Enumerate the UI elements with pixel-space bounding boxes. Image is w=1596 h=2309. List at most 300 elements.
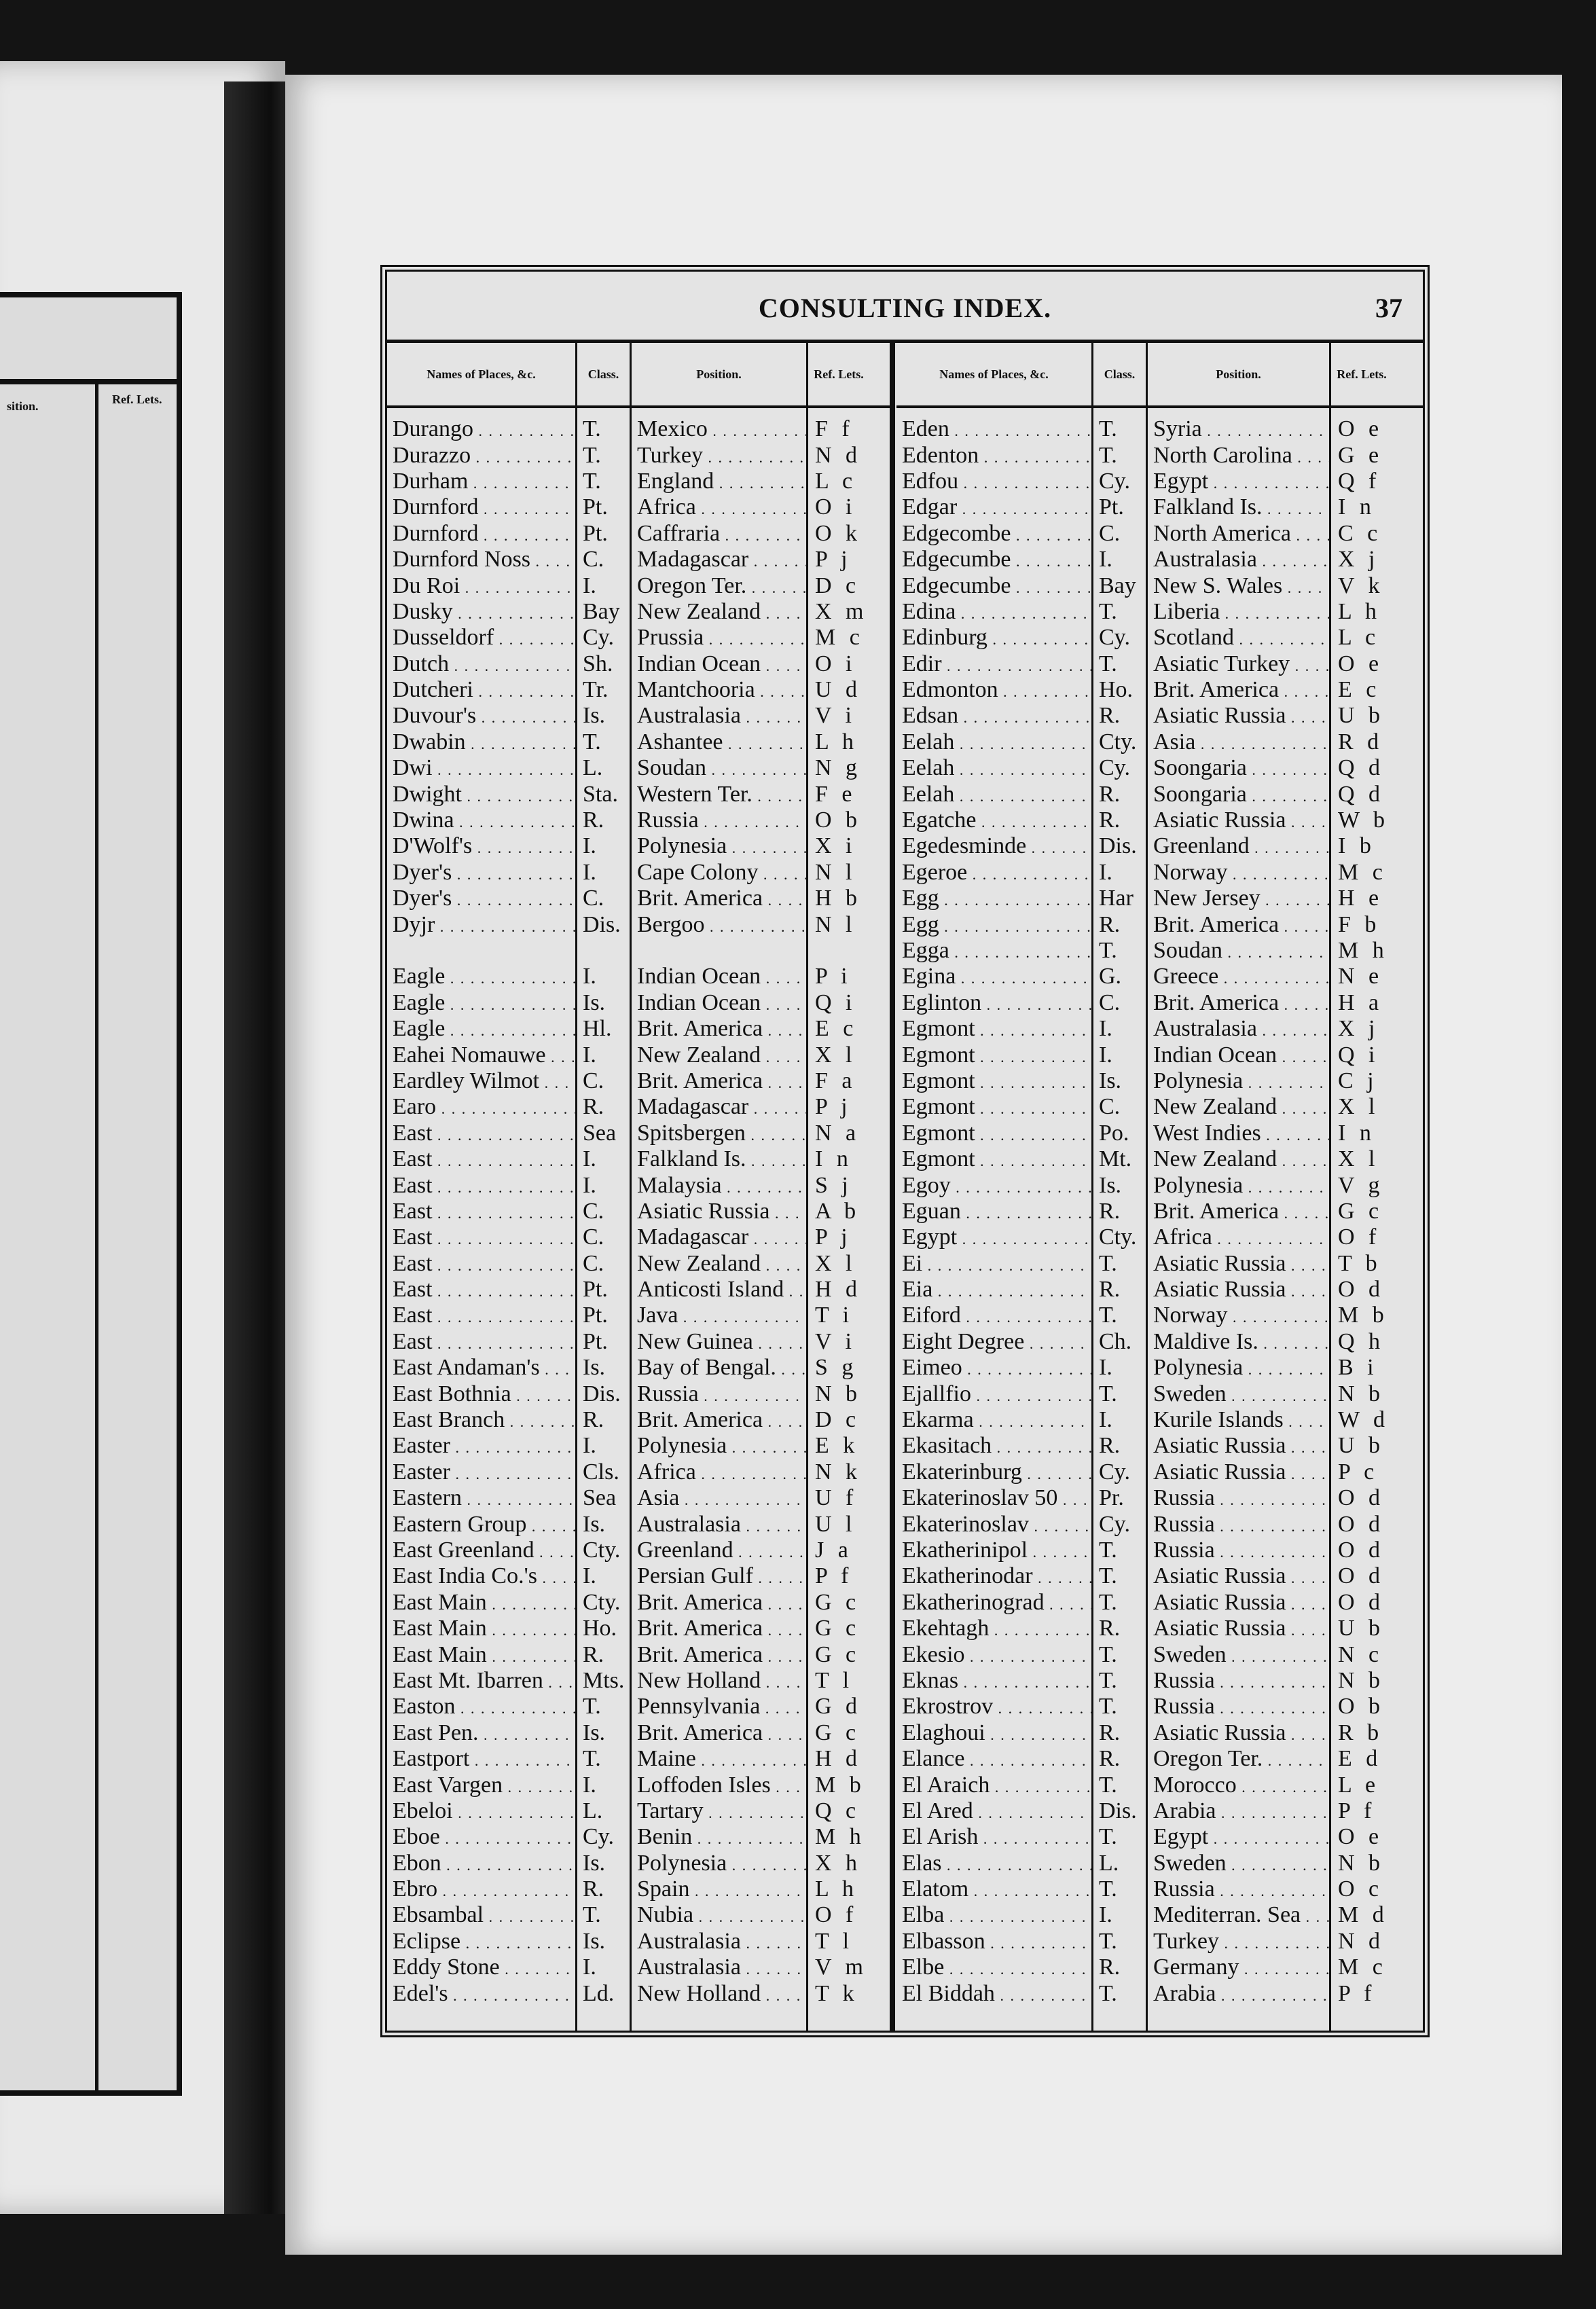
- entry-position: Asiatic Russia . . .: [1148, 1433, 1331, 1459]
- entry-position: Soudan . . .: [1148, 938, 1331, 964]
- entry-position: West Indies . . .: [1148, 1121, 1331, 1146]
- index-row: [387, 1746, 890, 1772]
- index-row: [896, 990, 1423, 1016]
- entry-position: Russia . . .: [632, 807, 808, 833]
- entry-position: Tartary . . .: [632, 1798, 808, 1824]
- header-names: Names of Places, &c.: [896, 343, 1093, 405]
- entry-name: El Ared . . .: [896, 1798, 1093, 1824]
- entry-position: Ashantee . . .: [632, 729, 808, 755]
- entry-class: T.: [583, 468, 601, 494]
- entry-ref: F a: [815, 1068, 856, 1093]
- entry-position: Brit. America . . .: [632, 1616, 808, 1641]
- entry-ref: P j: [815, 1094, 852, 1120]
- index-row: [896, 1329, 1423, 1355]
- entry-class: Cy.: [1099, 625, 1130, 651]
- entry-class: C.: [1099, 520, 1121, 546]
- entry-position: Brit. America . . .: [1148, 1199, 1331, 1224]
- entry-name: East . . .: [387, 1303, 577, 1328]
- entry-name: East Main . . .: [387, 1590, 577, 1616]
- entry-name: Egga . . .: [896, 938, 1093, 964]
- entry-position: Asia . . .: [1148, 729, 1331, 755]
- entry-ref: T l: [815, 1667, 854, 1693]
- index-row: [387, 1068, 890, 1094]
- entry-class: Is.: [1099, 1172, 1122, 1198]
- entry-name: East Vargen . . .: [387, 1772, 577, 1798]
- index-row: [387, 1277, 890, 1303]
- entry-position: Brit. America . . .: [632, 886, 808, 911]
- header-class: Class.: [1093, 343, 1148, 405]
- entry-name: East . . .: [387, 1121, 577, 1146]
- entry-ref: M h: [815, 1824, 865, 1850]
- entry-position: Russia . . .: [1148, 1876, 1331, 1902]
- entry-class: G.: [1099, 964, 1122, 989]
- entry-class: Cy.: [1099, 1459, 1130, 1485]
- entry-class: Ch.: [1099, 1328, 1132, 1354]
- entry-class: L.: [583, 1798, 603, 1823]
- entry-position: Spain . . .: [632, 1876, 808, 1902]
- index-row: [387, 416, 890, 442]
- entry-name: Eimeo . . .: [896, 1355, 1093, 1381]
- entry-position: Indian Ocean . . .: [632, 651, 808, 677]
- entry-position: Arabia . . .: [1148, 1981, 1331, 2007]
- entry-position: Polynesia . . .: [632, 833, 808, 859]
- entry-name: Easter . . .: [387, 1459, 577, 1485]
- index-row: [387, 1955, 890, 1980]
- entry-ref: N d: [1338, 1928, 1385, 1954]
- entry-ref: R b: [1338, 1720, 1383, 1745]
- index-row: [387, 1407, 890, 1433]
- entry-name: Edina . . .: [896, 599, 1093, 625]
- entry-name: Ebon . . .: [387, 1851, 577, 1876]
- header-ref: Ref. Lets.: [1337, 367, 1387, 381]
- entry-class: T.: [1099, 1772, 1117, 1798]
- entry-name: Duvour's . . .: [387, 703, 577, 729]
- entry-position: New Zealand . . .: [1148, 1094, 1331, 1120]
- entry-class: Ho.: [583, 1616, 617, 1641]
- entry-class: L.: [1099, 1850, 1119, 1876]
- index-row: [896, 755, 1423, 781]
- entry-ref: E c: [815, 1016, 858, 1042]
- entry-name: Eagle . . .: [387, 964, 577, 989]
- entry-class: Is.: [583, 989, 606, 1015]
- entry-name: Edgecumbe . . .: [896, 573, 1093, 599]
- entry-ref: N l: [815, 859, 856, 885]
- entry-class: R.: [1099, 1277, 1121, 1303]
- index-row: [387, 1016, 890, 1042]
- entry-ref: P i: [815, 964, 852, 989]
- entry-class: Is.: [583, 1720, 606, 1745]
- entry-ref: T k: [815, 1980, 858, 2006]
- entry-name: Ekaterinburg . . .: [896, 1459, 1093, 1485]
- entry-ref: W b: [1338, 807, 1389, 833]
- header-ref: Ref. Lets.: [814, 367, 864, 381]
- index-row: [896, 1433, 1423, 1459]
- entry-name: Eelah . . .: [896, 729, 1093, 755]
- entry-ref: V m: [815, 1955, 867, 1980]
- entry-class: Cy.: [1099, 755, 1130, 781]
- entry-class: Pt.: [583, 520, 608, 546]
- header-names: Names of Places, &c.: [387, 343, 577, 405]
- entry-name: Eagle . . .: [387, 990, 577, 1016]
- entry-class: Bay: [583, 598, 620, 624]
- entry-position: Mediterran. Sea . . .: [1148, 1902, 1331, 1928]
- entry-position: Asiatic Russia . . .: [1148, 807, 1331, 833]
- entry-class: Is.: [583, 1511, 606, 1537]
- entry-ref: U b: [1338, 703, 1385, 729]
- entry-position: Scotland . . .: [1148, 625, 1331, 651]
- index-row: [387, 1303, 890, 1328]
- entry-position: Soongaria . . .: [1148, 755, 1331, 781]
- entry-class: Ld.: [583, 1980, 615, 2006]
- index-row: [896, 860, 1423, 886]
- entry-class: Is.: [583, 1850, 606, 1876]
- index-row: [896, 1485, 1423, 1511]
- index-row: [896, 1772, 1423, 1798]
- entry-ref: F e: [815, 781, 856, 807]
- entry-position: Russia . . .: [632, 1381, 808, 1407]
- entry-ref: O d: [1338, 1277, 1385, 1303]
- entry-position: Turkey . . .: [1148, 1929, 1331, 1955]
- entry-name: Edgecumbe . . .: [896, 547, 1093, 572]
- entry-position: Benin . . .: [632, 1824, 808, 1850]
- index-row: [896, 599, 1423, 625]
- entry-ref: O d: [1338, 1563, 1385, 1589]
- entry-name: Edgecombe . . .: [896, 521, 1093, 547]
- entry-name: Edgar . . .: [896, 494, 1093, 520]
- entry-ref: O b: [815, 807, 862, 833]
- entry-ref: N d: [815, 442, 862, 468]
- index-row: [896, 572, 1423, 598]
- entry-ref: O e: [1338, 651, 1383, 676]
- entry-name: Dutcheri . . .: [387, 677, 577, 703]
- entry-name: Durnford . . .: [387, 521, 577, 547]
- entry-name: Egmont . . .: [896, 1121, 1093, 1146]
- entry-name: Elance . . .: [896, 1746, 1093, 1772]
- entry-position: Spitsbergen . . .: [632, 1121, 808, 1146]
- entry-ref: P c: [1338, 1459, 1379, 1485]
- index-row: [387, 729, 890, 755]
- entry-class: Pt.: [583, 1277, 608, 1303]
- entry-position: Greece . . .: [1148, 964, 1331, 989]
- index-row: [896, 1068, 1423, 1094]
- entry-ref: S g: [815, 1355, 858, 1381]
- entry-ref: W d: [1338, 1407, 1389, 1433]
- entry-name: Ekaterinoslav . . .: [896, 1512, 1093, 1538]
- entry-position: Malaysia . . .: [632, 1173, 808, 1199]
- entry-ref: G c: [815, 1616, 860, 1641]
- entry-class: T.: [583, 442, 601, 468]
- entry-position: Russia . . .: [1148, 1694, 1331, 1720]
- entry-name: Edfou . . .: [896, 469, 1093, 494]
- entry-name: East Andaman's . . .: [387, 1355, 577, 1381]
- entry-class: R.: [1099, 911, 1121, 937]
- entry-name: Eelah . . .: [896, 755, 1093, 781]
- entry-ref: M b: [1338, 1303, 1388, 1328]
- index-row: [387, 1433, 890, 1459]
- entry-ref: L h: [815, 729, 858, 754]
- index-row: [896, 1199, 1423, 1224]
- index-row: [896, 1876, 1423, 1902]
- index-row: [896, 1641, 1423, 1667]
- entry-class: R.: [583, 1641, 604, 1667]
- entry-name: East . . .: [387, 1224, 577, 1250]
- entry-ref: U b: [1338, 1616, 1385, 1641]
- entry-ref: N b: [1338, 1850, 1385, 1876]
- index-row: [387, 911, 890, 937]
- entry-name: East . . .: [387, 1199, 577, 1224]
- entry-ref: P j: [815, 547, 852, 572]
- index-row: [896, 1094, 1423, 1120]
- column-headers-right: [896, 343, 1423, 408]
- index-row: [896, 886, 1423, 911]
- center-column-rule: [890, 343, 895, 2031]
- entry-class: I.: [583, 964, 596, 989]
- index-row: [387, 1798, 890, 1824]
- entry-name: Eboe . . .: [387, 1824, 577, 1850]
- entry-name: Ekaterinoslav 50 . . .: [896, 1485, 1093, 1511]
- entry-ref: D c: [815, 572, 860, 598]
- entry-class: Hl.: [583, 1016, 612, 1042]
- entry-class: C.: [583, 1224, 604, 1250]
- entry-ref: G c: [815, 1720, 860, 1745]
- entry-ref: Q c: [815, 1798, 860, 1823]
- entry-ref: N a: [815, 1120, 860, 1146]
- entry-ref: M d: [1338, 1902, 1388, 1928]
- entry-name: East Main . . .: [387, 1616, 577, 1641]
- index-row: [896, 1172, 1423, 1198]
- entry-position: Nubia . . .: [632, 1902, 808, 1928]
- index-frame: [380, 265, 1430, 2037]
- entry-name: Dwabin . . .: [387, 729, 577, 755]
- entry-class: R.: [1099, 781, 1121, 807]
- entry-class: T.: [1099, 1980, 1117, 2006]
- entry-ref: O e: [1338, 416, 1383, 442]
- entry-name: Edir . . .: [896, 651, 1093, 677]
- entry-ref: I n: [1338, 1120, 1375, 1146]
- entry-ref: G c: [1338, 1198, 1383, 1224]
- entry-ref: X m: [815, 598, 868, 624]
- entry-ref: O k: [815, 520, 862, 546]
- index-row: [896, 1538, 1423, 1563]
- entry-ref: S j: [815, 1172, 852, 1198]
- index-row: [896, 964, 1423, 989]
- entry-position: Mantchooria . . .: [632, 677, 808, 703]
- entry-class: I.: [1099, 859, 1112, 885]
- index-row: [896, 677, 1423, 703]
- entry-name: East Main . . .: [387, 1642, 577, 1668]
- entry-class: T.: [1099, 1667, 1117, 1693]
- entry-class: L.: [583, 755, 603, 781]
- entry-name: Dyer's . . .: [387, 860, 577, 886]
- entry-name: Ekatherinograd . . .: [896, 1590, 1093, 1616]
- index-row: [387, 860, 890, 886]
- index-row: [896, 1590, 1423, 1616]
- index-row: [896, 1720, 1423, 1746]
- entry-class: I.: [583, 1042, 596, 1068]
- entry-class: R.: [1099, 1433, 1121, 1459]
- index-row: [387, 1224, 890, 1250]
- entry-class: R.: [1099, 1955, 1121, 1980]
- entry-name: Elaghoui . . .: [896, 1720, 1093, 1746]
- column-headers-left: [387, 343, 890, 408]
- index-row: [387, 1616, 890, 1641]
- entry-class: T.: [1099, 1537, 1117, 1563]
- entry-ref: M c: [815, 625, 864, 651]
- entry-class: Mt.: [1099, 1146, 1132, 1172]
- entry-name: Edmonton . . .: [896, 677, 1093, 703]
- entry-position: Brit. America . . .: [632, 1068, 808, 1094]
- entry-ref: O i: [815, 651, 856, 676]
- entry-class: T.: [1099, 1876, 1117, 1902]
- index-row: [387, 1146, 890, 1172]
- index-row: [387, 521, 890, 547]
- entry-position: New S. Wales . . .: [1148, 573, 1331, 599]
- index-row: [387, 1381, 890, 1406]
- index-row: [387, 1929, 890, 1955]
- entry-name: Ekasitach . . .: [896, 1433, 1093, 1459]
- index-rows-left: [387, 408, 890, 2007]
- entry-position: Australasia . . .: [632, 1512, 808, 1538]
- entry-ref: O d: [1338, 1537, 1385, 1563]
- entry-position: Java . . .: [632, 1303, 808, 1328]
- entry-ref: X l: [1338, 1094, 1379, 1120]
- entry-ref: P f: [815, 1563, 853, 1589]
- entry-name: Eastport . . .: [387, 1746, 577, 1772]
- entry-name: Ekrostrov . . .: [896, 1694, 1093, 1720]
- entry-ref: G c: [815, 1589, 860, 1615]
- entry-ref: C c: [1338, 520, 1382, 546]
- entry-position: North America . . .: [1148, 521, 1331, 547]
- entry-position: New Holland . . .: [632, 1981, 808, 2007]
- entry-position: Western Ter. . . .: [632, 782, 808, 807]
- entry-name: East . . .: [387, 1329, 577, 1355]
- index-row: [896, 1980, 1423, 2006]
- entry-class: Mts.: [583, 1667, 625, 1693]
- entry-ref: N e: [1338, 964, 1383, 989]
- entry-position: New Zealand . . .: [632, 599, 808, 625]
- entry-class: I.: [1099, 1042, 1112, 1068]
- entry-position: Asiatic Russia . . .: [1148, 1563, 1331, 1589]
- entry-class: T.: [1099, 598, 1117, 624]
- entry-ref: N k: [815, 1459, 862, 1485]
- index-row: [387, 572, 890, 598]
- entry-position: Persian Gulf . . .: [632, 1563, 808, 1589]
- entry-position: Indian Ocean . . .: [632, 964, 808, 989]
- entry-name: Eden . . .: [896, 416, 1093, 442]
- entry-name: Ekarma . . .: [896, 1407, 1093, 1433]
- index-row: [896, 1955, 1423, 1980]
- entry-name: Eagle . . .: [387, 1016, 577, 1042]
- entry-class: Bay: [1099, 572, 1136, 598]
- entry-class: T.: [1099, 1303, 1117, 1328]
- entry-name: East Branch . . .: [387, 1407, 577, 1433]
- entry-ref: F b: [1338, 911, 1381, 937]
- entry-name: Eastern Group . . .: [387, 1512, 577, 1538]
- entry-position: Brit. America . . .: [1148, 677, 1331, 703]
- entry-name: Ebro . . .: [387, 1876, 577, 1902]
- entry-class: I.: [583, 1955, 596, 1980]
- index-row: [896, 1016, 1423, 1042]
- entry-position: Kurile Islands . . .: [1148, 1407, 1331, 1433]
- index-row: [387, 990, 890, 1016]
- index-row: [387, 1720, 890, 1746]
- entry-name: Dusky . . .: [387, 599, 577, 625]
- entry-class: T.: [583, 1694, 601, 1720]
- entry-ref: H e: [1338, 886, 1383, 911]
- previous-page-ref-heading: Ref. Lets.: [112, 393, 162, 406]
- index-row: [387, 1824, 890, 1850]
- entry-position: Falkland Is. . . .: [632, 1146, 808, 1172]
- index-row: [896, 1798, 1423, 1824]
- entry-ref: H b: [815, 886, 862, 911]
- entry-name: East . . .: [387, 1277, 577, 1303]
- entry-position: Polynesia . . .: [1148, 1068, 1331, 1094]
- entry-position: New Guinea . . .: [632, 1329, 808, 1355]
- entry-ref: H a: [1338, 989, 1383, 1015]
- page-title: CONSULTING INDEX.: [758, 293, 1052, 323]
- entry-class: C.: [583, 886, 604, 911]
- entry-ref: U l: [815, 1511, 856, 1537]
- entry-class: Har: [1099, 886, 1133, 911]
- entry-class: Is.: [583, 1355, 606, 1381]
- entry-name: Easter . . .: [387, 1433, 577, 1459]
- entry-class: Cty.: [583, 1589, 621, 1615]
- entry-ref: M c: [1338, 859, 1387, 885]
- entry-name: East . . .: [387, 1146, 577, 1172]
- entry-ref: Q i: [1338, 1042, 1379, 1068]
- index-row: [896, 469, 1423, 494]
- entry-class: I.: [583, 833, 596, 859]
- entry-name: Egmont . . .: [896, 1146, 1093, 1172]
- entry-name: Eahei Nomauwe . . .: [387, 1042, 577, 1068]
- entry-ref: P f: [1338, 1798, 1376, 1823]
- entry-name: Eastern . . .: [387, 1485, 577, 1511]
- index-row: [896, 1902, 1423, 1928]
- entry-ref: X h: [815, 1850, 862, 1876]
- entry-position: Australasia . . .: [632, 703, 808, 729]
- index-row: [387, 442, 890, 468]
- index-row: [896, 1668, 1423, 1694]
- entry-position: Russia . . .: [1148, 1668, 1331, 1694]
- entry-ref: D c: [815, 1407, 860, 1433]
- index-rows-right: [896, 408, 1423, 2007]
- entry-class: I.: [1099, 1016, 1112, 1042]
- entry-ref: O f: [1338, 1224, 1381, 1250]
- entry-name: Durham . . .: [387, 469, 577, 494]
- index-row: [896, 416, 1423, 442]
- index-row: [896, 729, 1423, 755]
- entry-class: C.: [583, 1198, 604, 1224]
- entry-ref: X j: [1338, 547, 1379, 572]
- entry-ref: A b: [815, 1198, 860, 1224]
- entry-name: Eguan . . .: [896, 1199, 1093, 1224]
- entry-name: East Pen. . . .: [387, 1720, 577, 1746]
- entry-name: Elas . . .: [896, 1851, 1093, 1876]
- entry-class: T.: [1099, 1641, 1117, 1667]
- entry-name: Eknas . . .: [896, 1668, 1093, 1694]
- entry-name: Egeroe . . .: [896, 860, 1093, 886]
- entry-position: Brit. America . . .: [632, 1590, 808, 1616]
- previous-page-frame: [0, 292, 182, 2096]
- entry-name: Egg . . .: [896, 912, 1093, 938]
- entry-ref: Q i: [815, 989, 856, 1015]
- entry-position: Liberia . . .: [1148, 599, 1331, 625]
- entry-position: Egypt . . .: [1148, 469, 1331, 494]
- entry-class: I.: [1099, 1355, 1112, 1381]
- index-row: [387, 1668, 890, 1694]
- entry-class: T.: [1099, 1928, 1117, 1954]
- entry-position: Australasia . . .: [632, 1929, 808, 1955]
